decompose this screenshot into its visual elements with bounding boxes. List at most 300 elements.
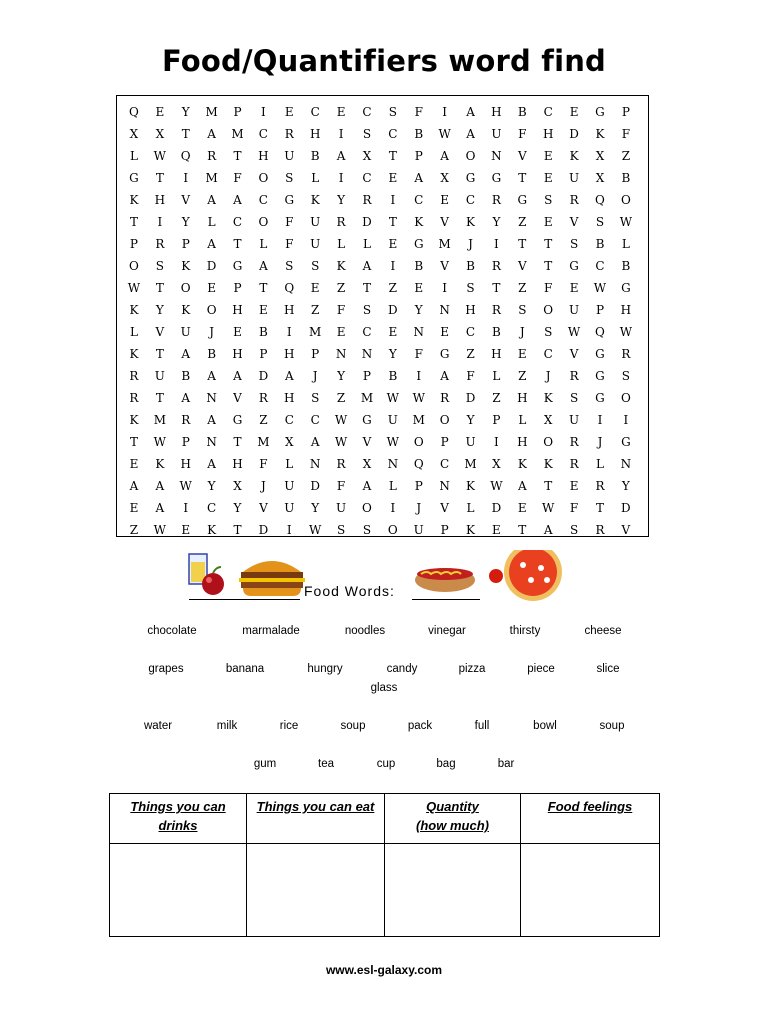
grid-letter[interactable]: O <box>620 193 631 207</box>
grid-letter[interactable]: C <box>543 347 553 361</box>
grid-letter[interactable]: C <box>595 259 605 273</box>
grid-letter[interactable]: Y <box>181 105 190 119</box>
grid-letter[interactable]: E <box>440 193 450 207</box>
grid-letter[interactable]: Y <box>181 215 190 229</box>
grid-letter[interactable]: C <box>310 413 320 427</box>
grid-letter[interactable]: W <box>179 479 192 493</box>
grid-letter[interactable]: H <box>517 391 528 405</box>
grid-letter[interactable]: O <box>180 281 191 295</box>
grid-letter[interactable]: M <box>309 325 322 339</box>
grid-letter[interactable]: U <box>310 215 321 229</box>
grid-letter[interactable]: B <box>414 259 424 273</box>
grid-letter[interactable]: Z <box>518 369 527 383</box>
grid-letter[interactable]: X <box>155 127 165 141</box>
grid-letter[interactable]: E <box>207 281 216 295</box>
grid-letter[interactable]: P <box>595 303 605 317</box>
grid-letter[interactable]: Y <box>337 193 346 207</box>
grid-letter[interactable]: F <box>466 369 475 383</box>
grid-letter[interactable]: H <box>284 303 295 317</box>
grid-letter[interactable]: C <box>440 457 450 471</box>
grid-letter[interactable]: O <box>258 215 269 229</box>
grid-letter[interactable]: T <box>233 149 242 163</box>
grid-letter[interactable]: T <box>233 435 242 449</box>
grid-letter[interactable]: F <box>414 105 423 119</box>
grid-letter[interactable]: I <box>338 127 344 141</box>
grid-letter[interactable]: R <box>569 457 579 471</box>
grid-letter[interactable]: I <box>261 105 266 119</box>
grid-letter[interactable]: K <box>414 215 424 229</box>
grid-letter[interactable]: S <box>285 171 294 185</box>
grid-letter[interactable]: U <box>569 303 580 317</box>
grid-letter[interactable]: G <box>595 391 605 405</box>
grid-letter[interactable]: A <box>233 369 242 383</box>
grid-letter[interactable]: A <box>155 479 165 493</box>
grid-letter[interactable]: A <box>362 479 372 493</box>
grid-letter[interactable]: D <box>310 479 320 493</box>
grid-letter[interactable]: I <box>390 501 396 515</box>
grid-letter[interactable]: Z <box>621 149 631 163</box>
grid-letter[interactable]: K <box>569 149 579 163</box>
grid-letter[interactable]: Q <box>180 149 191 163</box>
answer-cell-quantity[interactable] <box>385 844 521 937</box>
grid-letter[interactable]: D <box>258 369 269 383</box>
grid-letter[interactable]: T <box>155 281 164 295</box>
grid-letter[interactable]: J <box>545 369 551 383</box>
grid-letter[interactable]: I <box>390 259 396 273</box>
grid-letter[interactable]: U <box>387 413 398 427</box>
grid-letter[interactable]: F <box>336 479 346 493</box>
grid-letter[interactable]: F <box>518 127 527 141</box>
grid-letter[interactable]: N <box>387 457 399 471</box>
grid-letter[interactable]: H <box>542 127 554 141</box>
grid-letter[interactable]: T <box>544 479 553 493</box>
grid-letter[interactable]: W <box>619 325 633 339</box>
grid-letter[interactable]: X <box>362 457 372 471</box>
grid-letter[interactable]: Y <box>207 479 216 493</box>
grid-letter[interactable]: L <box>207 215 216 229</box>
grid-letter[interactable]: V <box>517 149 527 163</box>
grid-letter[interactable]: M <box>257 435 270 449</box>
grid-letter[interactable]: R <box>621 347 631 361</box>
grid-letter[interactable]: G <box>621 435 631 449</box>
grid-letter[interactable]: L <box>492 369 501 383</box>
grid-letter[interactable]: A <box>414 171 424 185</box>
grid-letter[interactable]: C <box>414 193 424 207</box>
grid-letter[interactable]: N <box>439 479 450 493</box>
grid-letter[interactable]: C <box>362 171 372 185</box>
grid-letter[interactable]: Q <box>595 193 605 207</box>
grid-letter[interactable]: L <box>285 457 294 471</box>
grid-letter[interactable]: K <box>129 193 139 207</box>
grid-letter[interactable]: R <box>129 391 139 405</box>
grid-letter[interactable]: I <box>157 215 163 229</box>
grid-letter[interactable]: B <box>388 369 398 383</box>
grid-letter[interactable]: N <box>335 347 347 361</box>
grid-letter[interactable]: I <box>442 105 447 119</box>
grid-letter[interactable]: S <box>285 259 294 273</box>
grid-letter[interactable]: A <box>440 369 449 383</box>
grid-letter[interactable]: R <box>595 479 605 493</box>
grid-letter[interactable]: P <box>181 237 190 251</box>
grid-letter[interactable]: T <box>155 391 164 405</box>
grid-letter[interactable]: I <box>390 193 396 207</box>
grid-letter[interactable]: A <box>207 457 216 471</box>
grid-letter[interactable]: M <box>438 237 451 251</box>
grid-letter[interactable]: K <box>207 523 217 537</box>
grid-letter[interactable]: L <box>466 501 475 515</box>
grid-letter[interactable]: X <box>595 171 605 185</box>
grid-letter[interactable]: W <box>619 215 633 229</box>
grid-letter[interactable]: G <box>569 259 579 273</box>
grid-letter[interactable]: W <box>153 523 166 537</box>
grid-letter[interactable]: I <box>416 369 422 383</box>
grid-letter[interactable]: Y <box>621 479 630 493</box>
grid-letter[interactable]: T <box>155 171 164 185</box>
grid-letter[interactable]: R <box>491 193 501 207</box>
grid-letter[interactable]: H <box>284 347 295 361</box>
grid-letter[interactable]: J <box>312 369 318 383</box>
grid-letter[interactable]: I <box>494 435 499 449</box>
grid-letter[interactable]: X <box>285 435 294 449</box>
grid-letter[interactable]: N <box>439 303 450 317</box>
grid-letter[interactable]: R <box>284 127 294 141</box>
grid-letter[interactable]: A <box>207 193 216 207</box>
grid-letter[interactable]: M <box>360 391 374 405</box>
grid-letter[interactable]: G <box>517 193 528 207</box>
grid-letter[interactable]: R <box>569 369 579 383</box>
grid-letter[interactable]: B <box>621 259 631 273</box>
grid-letter[interactable]: E <box>569 281 579 295</box>
grid-letter[interactable]: B <box>310 149 320 163</box>
grid-letter[interactable]: W <box>334 413 348 427</box>
grid-letter[interactable]: G <box>362 413 372 427</box>
grid-letter[interactable]: S <box>155 259 164 273</box>
grid-letter[interactable]: H <box>232 303 243 317</box>
grid-letter[interactable]: U <box>310 237 321 251</box>
grid-letter[interactable]: T <box>259 281 268 295</box>
grid-letter[interactable]: B <box>517 105 527 119</box>
grid-letter[interactable]: C <box>543 105 553 119</box>
grid-letter[interactable]: P <box>181 435 190 449</box>
grid-letter[interactable]: V <box>440 501 449 515</box>
grid-letter[interactable]: A <box>362 259 372 273</box>
grid-letter[interactable]: H <box>517 435 528 449</box>
grid-letter[interactable]: N <box>206 391 217 405</box>
grid-letter[interactable]: M <box>412 413 425 427</box>
grid-letter[interactable]: U <box>154 369 165 383</box>
grid-letter[interactable]: T <box>518 237 527 251</box>
grid-letter[interactable]: P <box>440 523 449 537</box>
grid-letter[interactable]: E <box>388 171 398 185</box>
grid-letter[interactable]: V <box>569 215 579 229</box>
grid-letter[interactable]: U <box>569 171 580 185</box>
grid-letter[interactable]: H <box>180 457 191 471</box>
grid-letter[interactable]: T <box>233 523 242 537</box>
grid-letter[interactable]: M <box>231 127 244 141</box>
grid-letter[interactable]: R <box>362 193 372 207</box>
grid-letter[interactable]: K <box>129 413 139 427</box>
grid-letter[interactable]: I <box>183 171 189 185</box>
grid-letter[interactable]: L <box>621 237 630 251</box>
grid-letter[interactable]: S <box>311 259 320 273</box>
grid-letter[interactable]: I <box>286 523 292 537</box>
grid-letter[interactable]: H <box>491 105 502 119</box>
grid-letter[interactable]: T <box>544 237 553 251</box>
grid-letter[interactable]: D <box>258 523 269 537</box>
grid-letter[interactable]: X <box>362 149 372 163</box>
answer-cell-drinks[interactable] <box>110 844 247 937</box>
grid-letter[interactable]: W <box>153 149 166 163</box>
grid-letter[interactable]: O <box>543 303 554 317</box>
grid-letter[interactable]: E <box>517 347 527 361</box>
grid-letter[interactable]: R <box>491 259 501 273</box>
grid-letter[interactable]: P <box>129 237 138 251</box>
grid-letter[interactable]: V <box>621 523 631 537</box>
grid-letter[interactable]: D <box>362 215 372 229</box>
grid-letter[interactable]: W <box>334 435 348 449</box>
grid-letter[interactable]: I <box>494 237 499 251</box>
grid-letter[interactable]: G <box>284 193 295 207</box>
grid-letter[interactable]: K <box>155 457 165 471</box>
grid-letter[interactable]: P <box>414 149 423 163</box>
grid-letter[interactable]: O <box>620 391 631 405</box>
grid-letter[interactable]: V <box>155 325 165 339</box>
grid-letter[interactable]: K <box>181 303 191 317</box>
grid-letter[interactable]: K <box>129 303 139 317</box>
grid-letter[interactable]: A <box>181 391 191 405</box>
grid-letter[interactable]: N <box>491 149 502 163</box>
grid-letter[interactable]: T <box>181 127 190 141</box>
grid-letter[interactable]: C <box>362 105 372 119</box>
grid-letter[interactable]: H <box>491 347 502 361</box>
grid-letter[interactable]: K <box>466 215 475 229</box>
grid-letter[interactable]: I <box>286 325 292 339</box>
grid-letter[interactable]: T <box>388 215 397 229</box>
grid-letter[interactable]: A <box>310 435 320 449</box>
grid-letter[interactable]: D <box>491 501 502 515</box>
grid-letter[interactable]: R <box>336 457 346 471</box>
grid-letter[interactable]: V <box>362 435 372 449</box>
grid-letter[interactable]: G <box>129 171 139 185</box>
grid-letter[interactable]: L <box>129 325 138 339</box>
grid-letter[interactable]: A <box>207 413 216 427</box>
grid-letter[interactable]: A <box>207 369 216 383</box>
grid-letter[interactable]: Z <box>466 347 475 361</box>
grid-letter[interactable]: B <box>414 127 424 141</box>
grid-letter[interactable]: C <box>388 127 398 141</box>
grid-letter[interactable]: G <box>232 413 243 427</box>
grid-letter[interactable]: U <box>569 413 580 427</box>
grid-letter[interactable]: S <box>466 281 475 295</box>
grid-letter[interactable]: L <box>311 171 320 185</box>
grid-letter[interactable]: E <box>492 523 501 537</box>
grid-letter[interactable]: J <box>416 501 422 515</box>
grid-letter[interactable]: N <box>620 457 632 471</box>
grid-letter[interactable]: B <box>207 347 217 361</box>
grid-letter[interactable]: L <box>362 237 371 251</box>
grid-letter[interactable]: A <box>543 523 553 537</box>
grid-letter[interactable]: W <box>153 435 166 449</box>
grid-letter[interactable]: U <box>284 479 295 493</box>
grid-letter[interactable]: I <box>597 413 603 427</box>
grid-letter[interactable]: E <box>284 105 294 119</box>
grid-letter[interactable]: Z <box>336 281 346 295</box>
grid-letter[interactable]: H <box>284 391 295 405</box>
grid-letter[interactable]: X <box>440 171 449 185</box>
grid-letter[interactable]: G <box>439 347 450 361</box>
grid-letter[interactable]: S <box>569 391 579 405</box>
grid-letter[interactable]: I <box>623 413 629 427</box>
grid-letter[interactable]: L <box>337 237 346 251</box>
grid-letter[interactable]: A <box>155 501 165 515</box>
grid-letter[interactable]: T <box>233 237 242 251</box>
grid-letter[interactable]: J <box>597 435 603 449</box>
grid-letter[interactable]: A <box>466 127 475 141</box>
grid-letter[interactable]: X <box>543 413 553 427</box>
grid-letter[interactable]: V <box>569 347 579 361</box>
grid-letter[interactable]: O <box>258 171 269 185</box>
grid-letter[interactable]: A <box>207 237 216 251</box>
grid-letter[interactable]: V <box>517 259 527 273</box>
grid-letter[interactable]: J <box>519 325 525 339</box>
grid-letter[interactable]: N <box>309 457 321 471</box>
grid-letter[interactable]: U <box>180 325 191 339</box>
grid-letter[interactable]: H <box>465 303 476 317</box>
grid-letter[interactable]: C <box>258 193 268 207</box>
grid-letter[interactable]: V <box>233 391 242 405</box>
grid-letter[interactable]: S <box>595 215 605 229</box>
grid-letter[interactable]: R <box>336 215 346 229</box>
grid-letter[interactable]: C <box>258 127 268 141</box>
grid-letter[interactable]: T <box>362 281 371 295</box>
grid-letter[interactable]: R <box>258 391 268 405</box>
grid-letter[interactable]: V <box>259 501 268 515</box>
grid-letter[interactable]: T <box>129 215 138 229</box>
grid-letter[interactable]: Z <box>518 281 527 295</box>
grid-letter[interactable]: T <box>518 171 527 185</box>
grid-letter[interactable]: G <box>621 281 631 295</box>
grid-letter[interactable]: B <box>181 369 191 383</box>
grid-letter[interactable]: P <box>233 105 242 119</box>
grid-letter[interactable]: S <box>621 369 630 383</box>
grid-letter[interactable]: B <box>492 325 501 339</box>
grid-letter[interactable]: K <box>466 479 475 493</box>
grid-letter[interactable]: O <box>439 413 450 427</box>
grid-letter[interactable]: D <box>206 259 217 273</box>
grid-letter[interactable]: U <box>465 435 476 449</box>
grid-letter[interactable]: R <box>155 237 165 251</box>
grid-letter[interactable]: S <box>362 127 372 141</box>
grid-letter[interactable]: V <box>440 259 449 273</box>
grid-letter[interactable]: K <box>517 457 527 471</box>
grid-letter[interactable]: A <box>207 127 216 141</box>
grid-letter[interactable]: E <box>310 281 320 295</box>
grid-letter[interactable]: G <box>595 105 605 119</box>
grid-letter[interactable]: A <box>259 259 268 273</box>
grid-letter[interactable]: C <box>310 105 320 119</box>
grid-letter[interactable]: O <box>129 259 139 273</box>
grid-letter[interactable]: S <box>544 325 553 339</box>
grid-letter[interactable]: A <box>336 149 346 163</box>
grid-letter[interactable]: S <box>311 391 320 405</box>
grid-letter[interactable]: E <box>259 303 268 317</box>
grid-letter[interactable]: S <box>362 523 372 537</box>
grid-letter[interactable]: A <box>466 105 475 119</box>
grid-letter[interactable]: L <box>129 149 138 163</box>
grid-letter[interactable]: U <box>413 523 424 537</box>
grid-letter[interactable]: E <box>336 325 346 339</box>
grid-letter[interactable]: Y <box>337 369 346 383</box>
grid-letter[interactable]: O <box>206 303 217 317</box>
grid-letter[interactable]: T <box>155 347 164 361</box>
grid-letter[interactable]: Y <box>233 501 242 515</box>
grid-letter[interactable]: F <box>285 237 294 251</box>
grid-letter[interactable]: A <box>284 369 294 383</box>
grid-letter[interactable]: H <box>154 193 166 207</box>
grid-letter[interactable]: X <box>233 479 242 493</box>
grid-letter[interactable]: M <box>205 171 218 185</box>
grid-letter[interactable]: Y <box>492 215 501 229</box>
grid-letter[interactable]: W <box>438 127 451 141</box>
grid-letter[interactable]: R <box>129 369 139 383</box>
grid-letter[interactable]: O <box>413 435 424 449</box>
grid-letter[interactable]: W <box>412 391 425 405</box>
grid-letter[interactable]: A <box>129 479 139 493</box>
grid-letter[interactable]: C <box>465 193 476 207</box>
grid-letter[interactable]: R <box>207 149 217 163</box>
grid-letter[interactable]: W <box>127 281 141 295</box>
grid-letter[interactable]: E <box>543 171 553 185</box>
grid-letter[interactable]: U <box>284 149 295 163</box>
grid-letter[interactable]: F <box>621 127 631 141</box>
grid-letter[interactable]: H <box>258 149 269 163</box>
grid-letter[interactable]: E <box>517 501 527 515</box>
grid-letter[interactable]: S <box>569 237 579 251</box>
grid-letter[interactable]: O <box>465 149 476 163</box>
grid-letter[interactable]: D <box>569 127 579 141</box>
grid-letter[interactable]: E <box>440 325 450 339</box>
grid-letter[interactable]: W <box>490 479 503 493</box>
grid-letter[interactable]: W <box>593 281 607 295</box>
grid-letter[interactable]: Q <box>284 281 295 295</box>
grid-letter[interactable]: X <box>492 457 501 471</box>
grid-letter[interactable]: E <box>414 281 424 295</box>
grid-letter[interactable]: X <box>129 127 139 141</box>
grid-letter[interactable]: P <box>414 479 423 493</box>
grid-letter[interactable]: Y <box>388 347 397 361</box>
grid-letter[interactable]: K <box>543 457 553 471</box>
grid-letter[interactable]: P <box>621 105 630 119</box>
grid-letter[interactable]: E <box>388 325 398 339</box>
grid-letter[interactable]: P <box>259 347 268 361</box>
grid-letter[interactable]: Q <box>413 457 424 471</box>
grid-letter[interactable]: I <box>183 501 189 515</box>
grid-letter[interactable]: H <box>232 347 243 361</box>
grid-letter[interactable]: J <box>209 325 215 339</box>
grid-letter[interactable]: K <box>336 259 346 273</box>
grid-letter[interactable]: M <box>464 457 477 471</box>
grid-letter[interactable]: L <box>518 413 527 427</box>
grid-letter[interactable]: A <box>233 193 242 207</box>
grid-letter[interactable]: E <box>388 237 398 251</box>
grid-letter[interactable]: B <box>595 237 605 251</box>
grid-letter[interactable]: R <box>569 435 579 449</box>
grid-letter[interactable]: H <box>232 457 243 471</box>
grid-letter[interactable]: I <box>442 281 447 295</box>
grid-letter[interactable]: G <box>595 347 605 361</box>
grid-letter[interactable]: U <box>284 501 295 515</box>
grid-letter[interactable]: Z <box>336 391 346 405</box>
